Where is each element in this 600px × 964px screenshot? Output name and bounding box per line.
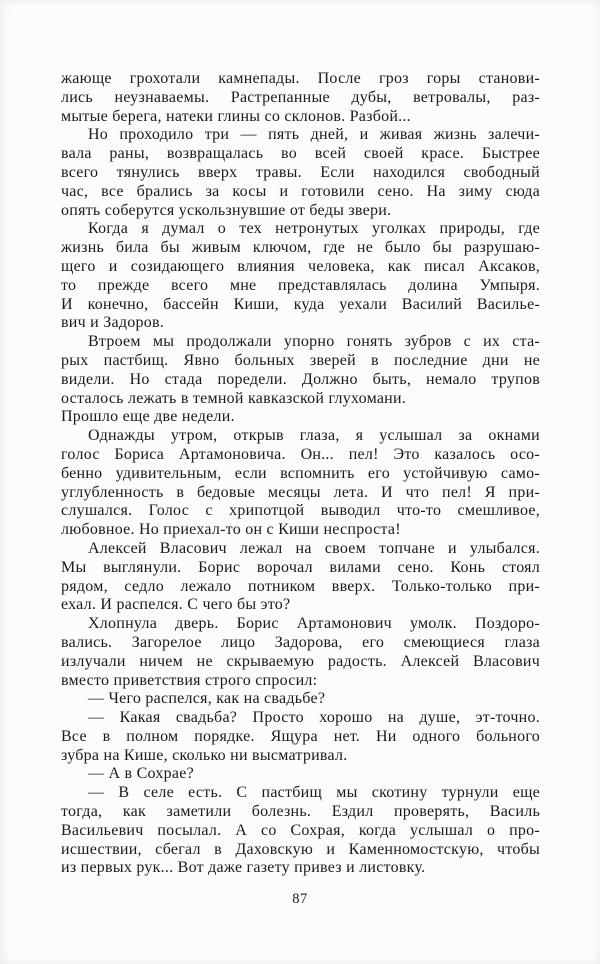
text-line: опять соберутся ускользнувшие от беды звери. — [61, 201, 392, 219]
text-line: рых пастбищ. Явно больных зверей в последние дни не — [61, 351, 540, 369]
text-line: вала раны, возвращалась во всей своей красе. Быстрее — [61, 145, 540, 163]
text-line: излучали ничем не скрываемую радость. Алексей Власович — [61, 652, 540, 670]
page-number: 87 — [292, 891, 308, 907]
text-line: — Чего распелся, как на свадьбе? — [88, 690, 326, 708]
text-line: Однажды утром, открыв глаза, я услышал за окнами — [88, 427, 540, 445]
text-line: Васильевич посылал. А со Сохрая, когда услышал о про- — [61, 821, 540, 839]
text-line: всего тянулись вверх травы. Если находился свободный — [61, 163, 540, 181]
text-line: голос Бориса Артамоновича. Он... пел! Это казалось осо- — [61, 445, 540, 463]
text-line: Но проходило три — пять дней, и живая жизнь залечи- — [88, 126, 540, 144]
text-line: Мы выглянули. Борис ворочал вилами сено. Конь стоял — [61, 558, 540, 576]
text-line: бенно удивительным, если вспомнить его устойчивую само- — [61, 464, 540, 482]
text-line: тогда, как заметили болезнь. Ездил проверять, Василь — [61, 803, 540, 821]
text-line: — А в Сохрае? — [88, 765, 194, 783]
text-line: жающе грохотали камнепады. После гроз горы станови- — [61, 70, 540, 87]
text-line: мытые берега, натеки глины со склонов. Разбой... — [61, 107, 411, 125]
text-line: ехал. И распелся. С чего бы это? — [61, 596, 291, 614]
text-line: лись неузнаваемы. Растрепанные дубы, ветровалы, раз- — [61, 88, 540, 106]
text-line: зубра на Кише, сколько ни высматривал. — [61, 746, 348, 764]
text-line: вместо приветствия строго спросил: — [61, 671, 318, 689]
text-line: Втроем мы продолжали упорно гонять зубров с их ста- — [88, 333, 540, 351]
text-line: Хлопнула дверь. Борис Артамонович умолк. Поздоро- — [88, 615, 540, 633]
text-line: Когда я думал о тех нетронутых уголках природы, где — [88, 220, 540, 238]
page-text — [61, 70, 540, 878]
text-line: щего и созидающего влияния человека, как писал Аксаков, — [61, 257, 540, 275]
text-line: вич и Задоров. — [61, 314, 165, 332]
text-line: рядом, седло лежало потником вверх. Только-только при- — [61, 577, 540, 595]
text-line: любовное. Но приехал-то он с Киши неспроста! — [61, 521, 401, 539]
text-line: из первых рук... Вот даже газету привез и листовку. — [61, 859, 426, 877]
text-line: — В селе есть. С пастбищ мы скотину турнули еще — [88, 784, 540, 802]
text-line: Прошло еще две недели. — [61, 408, 235, 426]
text-line: углубленность в бедовые месяцы лета. И что пел! Я при- — [61, 483, 540, 501]
text-line: — Какая свадьба? Просто хорошо на душе, эт-точно. — [88, 709, 540, 727]
text-line: Алексей Власович лежал на своем топчане и улыбался. — [88, 539, 540, 557]
text-line: Все в полном порядке. Ящура нет. Ни одного больного — [61, 727, 540, 745]
text-line: слушался. Голос с хрипотцой выводил что-то смешливое, — [61, 502, 540, 520]
text-line: вались. Загорелое лицо Задорова, его смеющиеся глаза — [61, 633, 540, 651]
text-line: осталось лежать в темной кавказской глухомани. — [61, 389, 407, 407]
text-line: час, все брались за косы и готовили сено. На зиму сюда — [61, 182, 540, 200]
text-line: И конечно, бассейн Киши, куда уехали Василий Василье- — [61, 295, 540, 313]
text-line: то прежде всего мне представлялась долина Умпыря. — [61, 276, 540, 294]
text-line: жизнь била бы живым ключом, где не было бы разрушаю- — [61, 239, 540, 257]
text-line: видели. Но стада поредели. Должно быть, немало трупов — [61, 370, 540, 388]
text-line: исшествии, сбегал в Даховскую и Каменномостскую, чтобы — [61, 840, 540, 858]
